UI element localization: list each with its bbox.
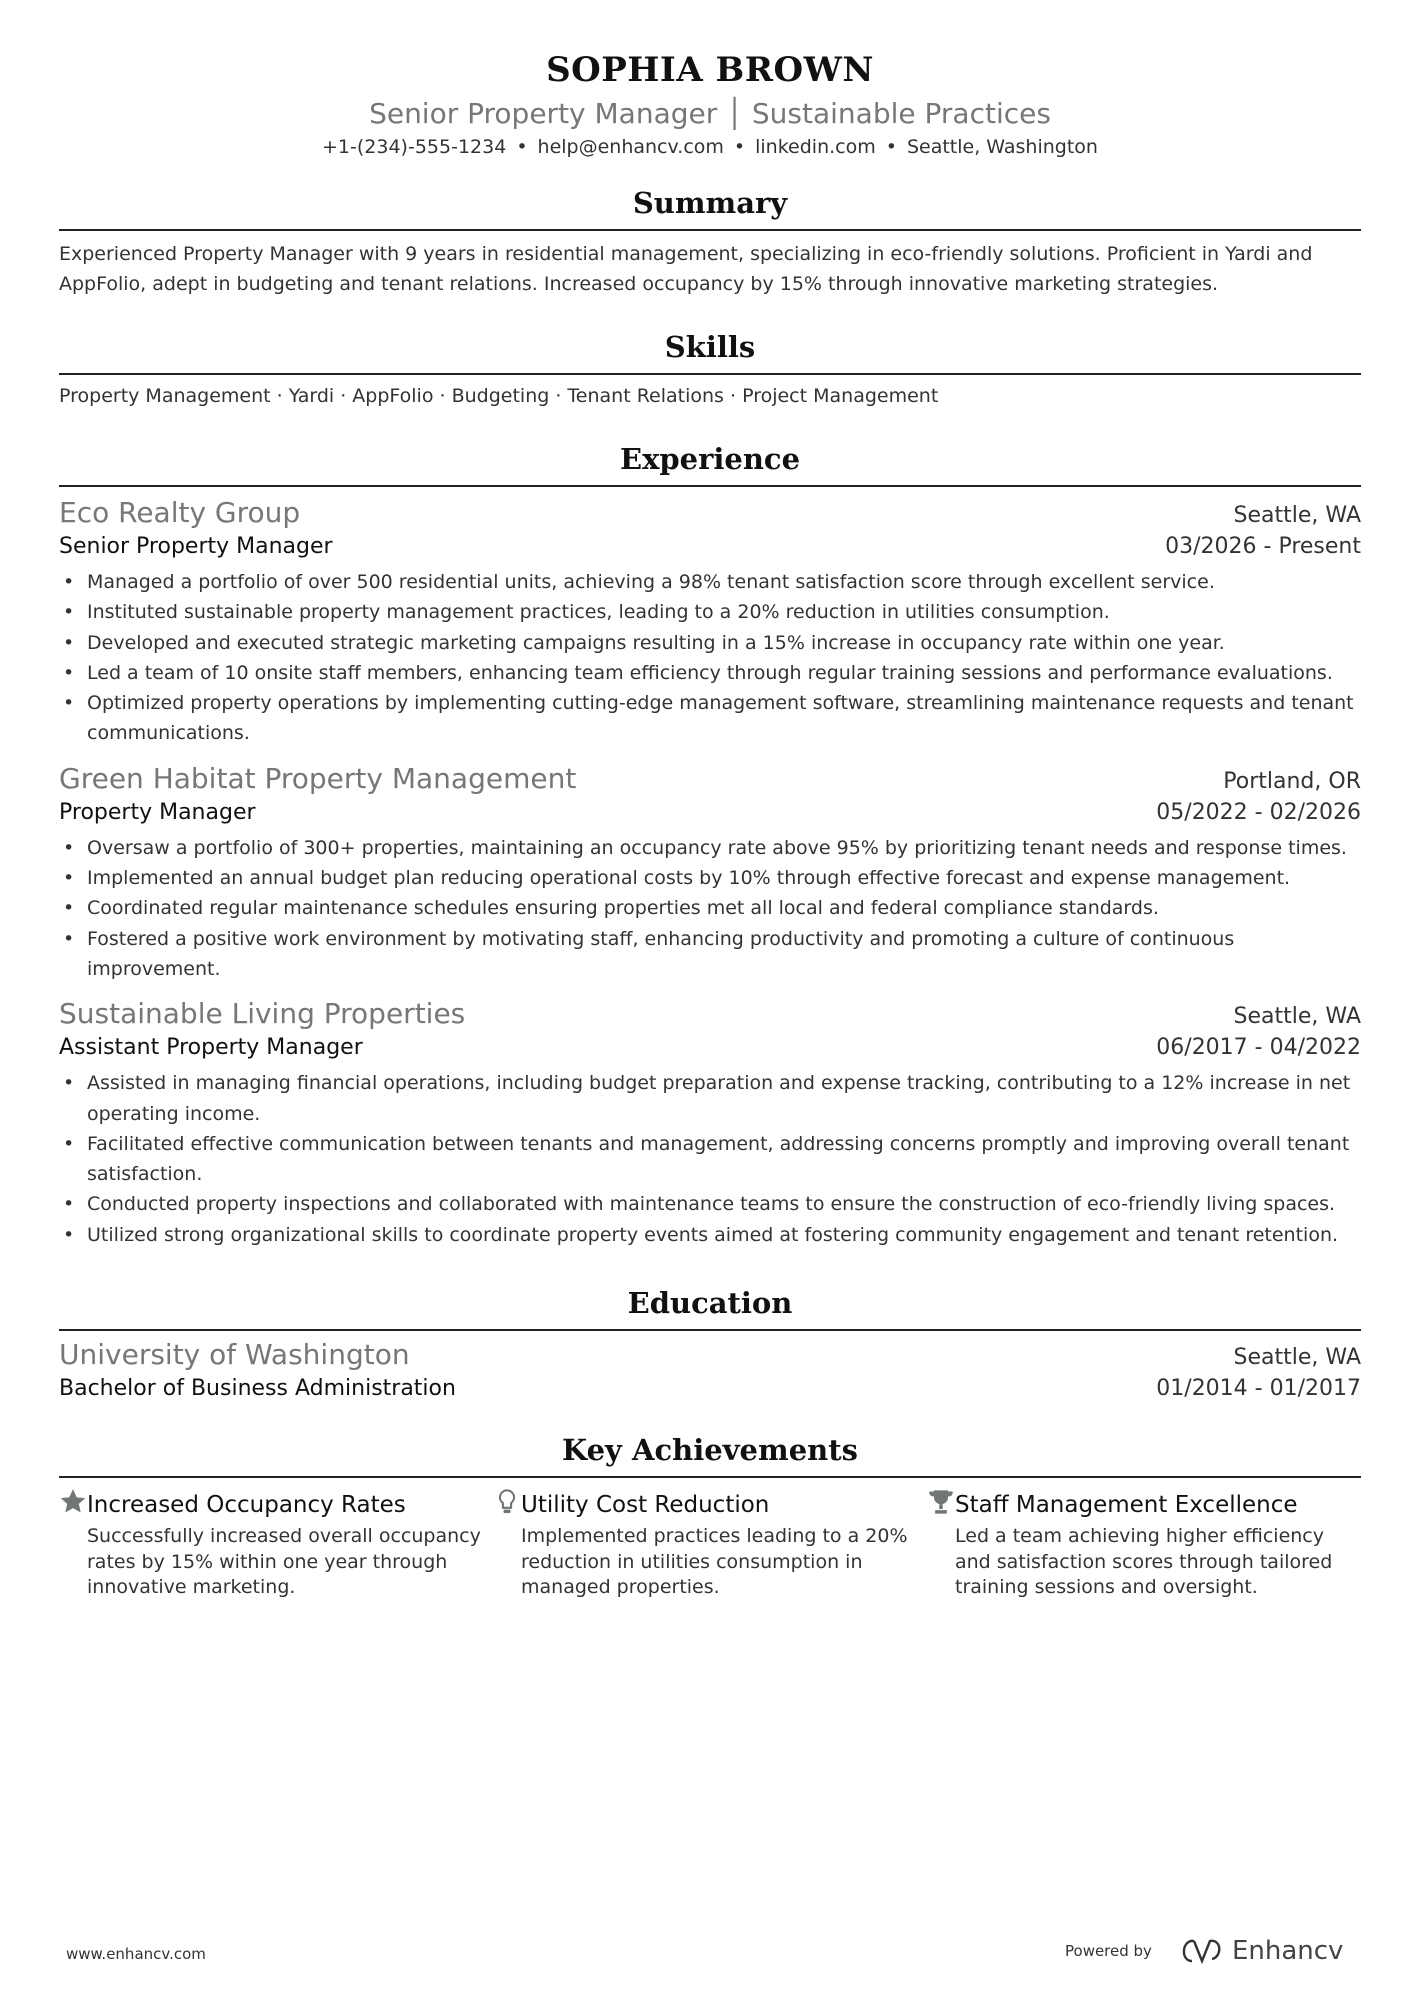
star-icon [59, 1488, 87, 1601]
company-name: Eco Realty Group [59, 496, 301, 529]
bullet-item: • Utilized strong organizational skills to coordinate property events aimed at fostering community engagement and tenant retention. [59, 1220, 1361, 1250]
bullet-item: • Optimized property operations by implementing cutting-edge management software, streamlining maintenance requests and tenant communications. [59, 688, 1361, 749]
job-dates: 06/2017 - 04/2022 [1156, 1035, 1361, 1061]
education-section [59, 1284, 1361, 1405]
school-name: University of Washington [59, 1338, 410, 1372]
powered-by [1065, 1936, 1343, 1966]
brand-name: Enhancv [1231, 1936, 1344, 1966]
skills-section [59, 328, 1361, 411]
bullet-item: • Oversaw a portfolio of 300+ properties, maintaining an occupancy rate above 95% by prioritizing tenant needs and response times. [59, 833, 1361, 863]
candidate-name: SOPHIA BROWN [546, 50, 874, 90]
job-entry [59, 761, 1361, 984]
bullet-item: • Fostered a positive work environment by motivating staff, enhancing productivity and promoting a culture of continuous improvement. [59, 924, 1361, 985]
summary-text: Experienced Property Manager with 9 years in residential management, specializing in eco-friendly solutions. Proficient in Yardi and AppFolio, adept in budgeting and tenant relations. Increased occupancy by 15% through innovative marketing strategies. [59, 243, 1313, 295]
experience-section [59, 440, 1361, 1250]
bullet-item: • Coordinated regular maintenance schedules ensuring properties met all local and federal compliance standards. [59, 893, 1361, 923]
achievement-title: Increased Occupancy Rates [87, 1492, 406, 1519]
achievement-item [493, 1488, 927, 1601]
achievement-title: Utility Cost Reduction [521, 1492, 770, 1519]
bullet-item: • Facilitated effective communication between tenants and management, addressing concerns promptly and improving overall tenant satisfaction. [59, 1129, 1361, 1190]
divider [59, 373, 1361, 375]
powered-by-label: Powered by [1065, 1942, 1152, 1960]
linkedin-link[interactable]: linkedin.com [755, 136, 876, 158]
skills-list: Property Management · Yardi · AppFolio · Budgeting · Tenant Relations · Project Management [59, 385, 939, 407]
section-title: Skills [664, 330, 756, 364]
bullet-item: • Developed and executed strategic marketing campaigns resulting in a 15% increase in occupancy rate within one year. [59, 628, 1361, 658]
lightbulb-icon [493, 1488, 521, 1601]
divider [59, 229, 1361, 231]
contact-info: +1-(234)-555-1234 • help@enhancv.com • linkedin.com • Seattle, Washington [322, 136, 1098, 158]
school-location: Seattle, WA [1233, 1345, 1361, 1371]
job-location: Seattle, WA [1233, 503, 1361, 528]
job-dates: 05/2022 - 02/2026 [1156, 799, 1361, 825]
achievement-item [927, 1488, 1361, 1601]
footer-website[interactable]: www.enhancv.com [66, 1945, 206, 1963]
degree: Bachelor of Business Administration [59, 1376, 456, 1402]
enhancv-logo-icon [1178, 1937, 1224, 1965]
job-title: Assistant Property Manager [59, 1035, 363, 1061]
bullet-item: • Implemented an annual budget plan reducing operational costs by 10% through effective forecast and expense management. [59, 863, 1361, 893]
location: Seattle, Washington [906, 136, 1098, 158]
section-title: Summary [632, 186, 788, 220]
job-location: Seattle, WA [1233, 1004, 1361, 1030]
education-dates: 01/2014 - 01/2017 [1156, 1376, 1361, 1402]
job-entry [59, 495, 1361, 749]
email-link[interactable]: help@enhancv.com [537, 136, 724, 158]
bullet-list [59, 1068, 1361, 1250]
resume [59, 0, 1361, 1601]
job-dates: 03/2026 - Present [1165, 534, 1361, 559]
headline: Senior Property Manager │ Sustainable Practices [369, 97, 1051, 130]
bullet-item: • Assisted in managing financial operations, including budget preparation and expense tracking, contributing to a 12% increase in net operating income. [59, 1068, 1361, 1129]
achievement-title: Staff Management Excellence [955, 1492, 1298, 1519]
section-title: Education [627, 1286, 793, 1321]
company-name: Sustainable Living Properties [59, 997, 466, 1031]
job-title: Property Manager [59, 799, 256, 825]
achievement-description: Successfully increased overall occupancy rates by 15% within one year through innovative marketing. [87, 1525, 481, 1599]
bullet-item: • Led a team of 10 onsite staff members, enhancing team efficiency through regular training sessions and performance evaluations. [59, 658, 1361, 688]
bullet-item: • Managed a portfolio of over 500 residential units, achieving a 98% tenant satisfaction score through excellent service. [59, 567, 1361, 597]
divider [59, 485, 1361, 487]
section-title: Key Achievements [562, 1433, 858, 1468]
achievement-description: Implemented practices leading to a 20% reduction in utilities consumption in managed properties. [521, 1525, 908, 1599]
bullet-item: • Instituted sustainable property management practices, leading to a 20% reduction in utilities consumption. [59, 597, 1361, 627]
trophy-icon [927, 1488, 955, 1601]
section-title: Experience [619, 442, 801, 476]
summary-section [59, 184, 1361, 299]
divider [59, 1329, 1361, 1331]
job-location: Portland, OR [1223, 768, 1361, 794]
bullet-list [59, 567, 1361, 749]
job-entry [59, 996, 1361, 1250]
bullet-item: • Conducted property inspections and collaborated with maintenance teams to ensure the construction of eco-friendly living spaces. [59, 1189, 1361, 1219]
achievement-item [59, 1488, 493, 1601]
achievements-section [59, 1431, 1361, 1601]
divider [59, 1476, 1361, 1478]
company-name: Green Habitat Property Management [59, 761, 577, 795]
job-title: Senior Property Manager [59, 534, 333, 559]
achievement-description: Led a team achieving higher efficiency and satisfaction scores through tailored training sessions and oversight. [955, 1525, 1333, 1599]
bullet-list [59, 833, 1361, 984]
phone: +1-(234)-555-1234 [322, 136, 507, 158]
